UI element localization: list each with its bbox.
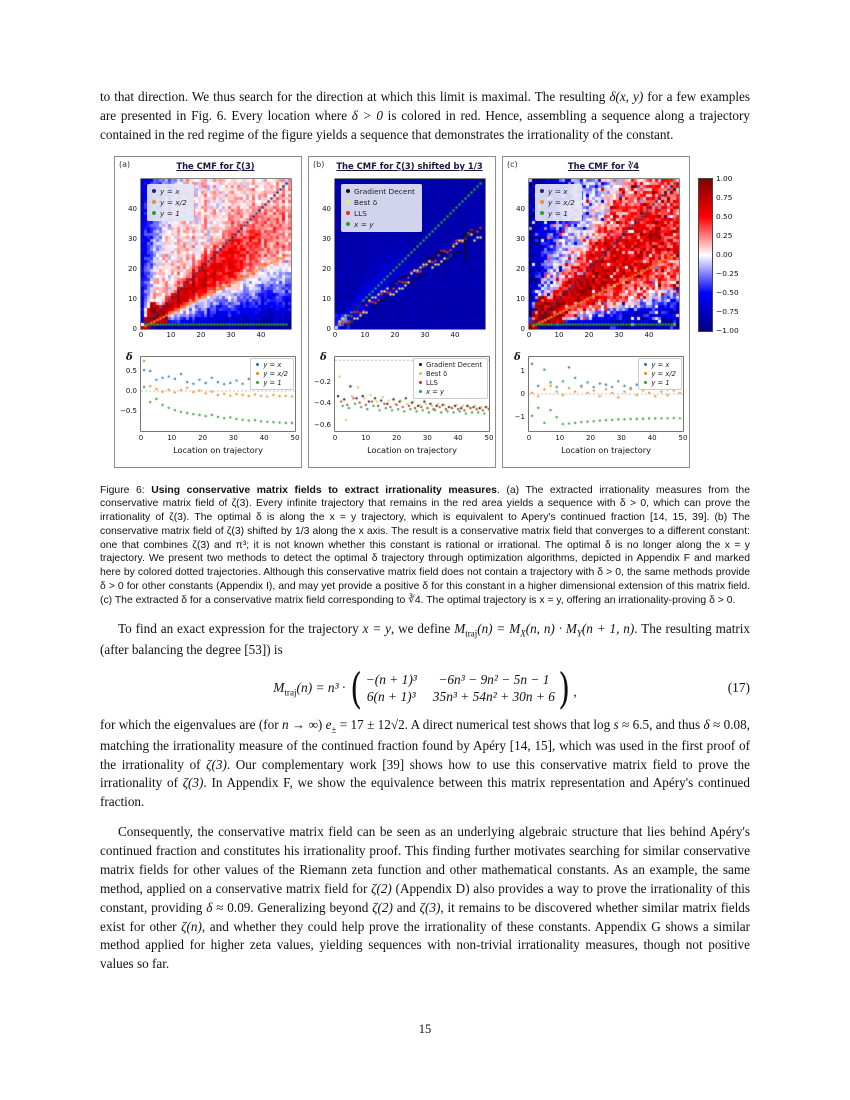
axis-tick-label: 10 <box>516 294 525 303</box>
axis-tick-label: 40 <box>128 204 137 213</box>
colorbar-tick-label: 0.25 <box>716 230 733 240</box>
legend-label: y = x/2 <box>263 369 288 378</box>
x-axis-label: Location on trajectory <box>561 444 651 455</box>
colorbar-tick-label: −0.50 <box>716 287 739 297</box>
legend-entry <box>152 198 187 207</box>
text-segment: (n, n) · M <box>525 621 577 637</box>
matrix-cell: −6n³ − 9n² − 5n − 1 <box>438 671 550 687</box>
legend-entry <box>256 370 288 378</box>
axis-tick-label: −0.4 <box>314 399 331 408</box>
colorbar-gradient <box>698 178 713 332</box>
axis-tick-label: 20 <box>196 330 206 339</box>
axis-tick-label: 0 <box>520 389 525 398</box>
legend-marker <box>346 189 350 193</box>
legend-label: y = x/2 <box>651 369 676 378</box>
axis-tick-label: 10 <box>322 294 331 303</box>
axis-tick-label: 0 <box>526 330 532 339</box>
text-segment: Figure 6: <box>100 484 152 496</box>
x-axis-label: Location on trajectory <box>367 444 457 455</box>
axis-tick-label: 40 <box>644 330 654 339</box>
legend-marker <box>419 363 422 366</box>
text-segment: Using conservative matrix fields to extract irrationality measures <box>151 484 497 496</box>
heatmap-b <box>335 179 485 329</box>
heatmap-c <box>529 179 679 329</box>
legend-entry <box>346 209 415 218</box>
text-segment: ζ(2) <box>372 899 393 915</box>
legend-label: Gradient Decent <box>354 186 415 196</box>
legend-entry <box>152 187 187 196</box>
axis-tick-label: 40 <box>322 204 331 213</box>
legend-entry <box>152 209 187 218</box>
text-segment: ζ(3) <box>419 899 441 915</box>
equation-17 <box>100 663 750 713</box>
colorbar-tick-label: −0.25 <box>716 268 739 278</box>
legend-entry <box>419 370 482 378</box>
legend-marker <box>540 211 544 215</box>
delta-plot-b <box>335 357 489 431</box>
text-segment: ζ(3) <box>206 756 227 772</box>
legend-marker <box>346 222 350 226</box>
axis-tick-label: 20 <box>516 264 525 273</box>
axis-tick-label: 0 <box>138 433 144 442</box>
axis-tick-label: 1 <box>520 366 525 375</box>
figure-panel-a <box>114 156 302 468</box>
axis-tick-label: 40 <box>516 204 525 213</box>
panel-label-a: (a) <box>119 159 131 169</box>
legend-entry <box>540 198 575 207</box>
text-segment: ≈ 6.5, and thus <box>618 717 704 733</box>
legend-entry <box>256 379 288 387</box>
legend-entry <box>346 198 415 207</box>
text-segment: Y <box>576 628 582 639</box>
legend-entry <box>644 361 676 369</box>
axis-tick-label: 0 <box>332 330 338 339</box>
axis-tick-label: −0.5 <box>120 406 137 415</box>
text-segment: . In Appendix F, we show the equivalence between this matrix representation and Apéry's continued fraction. <box>100 775 750 810</box>
axis-tick-label: 0 <box>520 324 525 333</box>
axis-tick-label: −1 <box>514 412 525 421</box>
text-segment: ζ(3) <box>182 775 204 791</box>
legend-marker <box>346 211 350 215</box>
text-segment: δ > 0 <box>351 107 383 123</box>
axis-tick-label: 10 <box>128 294 137 303</box>
legend-marker <box>256 381 259 384</box>
axis-tick-label: 20 <box>586 433 596 442</box>
equation-comma: , <box>573 684 577 700</box>
text-segment: s <box>613 717 619 733</box>
text-segment: ) <box>317 717 326 733</box>
delta-legend-c <box>638 358 682 390</box>
legend-marker <box>540 200 544 204</box>
matrix-cell: 6(n + 1)³ <box>366 689 416 705</box>
delta-legend-a <box>250 358 294 390</box>
axis-tick-label: 40 <box>256 330 266 339</box>
legend-entry <box>346 220 415 229</box>
legend-label: y = 1 <box>548 208 568 218</box>
colorbar-tick-label: 0.75 <box>716 192 733 202</box>
axis-tick-label: 30 <box>322 234 331 243</box>
legend-entry <box>419 388 482 396</box>
axis-tick-label: 40 <box>259 433 269 442</box>
legend-entry <box>256 361 288 369</box>
panel-label-c: (c) <box>507 159 518 169</box>
panel-label-b: (b) <box>313 159 325 169</box>
colorbar-tick-label: −0.75 <box>716 306 739 316</box>
axis-tick-label: 20 <box>198 433 208 442</box>
equation-tag: (17) <box>727 680 750 696</box>
right-paren: ) <box>558 663 571 713</box>
legend-marker <box>419 372 422 375</box>
matrix-cell: −(n + 1)³ <box>365 671 417 687</box>
text-segment: To find an exact expression for the trajectory <box>118 621 363 637</box>
paragraph-eigenvalues <box>100 716 750 812</box>
axis-tick-label: 20 <box>584 330 594 339</box>
panel-title-b: The CMF for ζ(3) shifted by 1/3 <box>336 160 483 171</box>
text-segment: . (a) The extracted irrationality measures from the conservative matrix field of ζ(3). Every infinite trajectory that remains in the red area yields a sequence with δ > 0, which can prove the irrationality of ζ(3). The optimal δ is along the x = y trajectory, which is equivalent to Apery's continued fraction [14, 15, 39]. (b) The conservative matrix field of ζ(3) shifted by 1/3 along the x axis. The result is a conservative matrix field that converges to a different constant: one that combines ζ(3) and π³; it is not known whether this constant is rational or irrational. The optimal δ is no longer along the x = y trajectory. We present two methods to detect the optimal δ trajectory through optimization algorithms, depicted in Appendix F and marked here by colored dotted trajectories. Although this conservative matrix field does not contain a trajectory with δ > 0, the same methods provide δ > 0 for other constants (Appendix I), and may yet provide a positive δ for this constant in a higher dimensional extension of this matrix field. (c) The extracted δ for a conservative matrix field corresponding to ∛4. The optimal trajectory is x = y, offering an irrationality-proving δ > 0. <box>100 484 750 606</box>
text-segment: ζ(2) <box>371 880 392 896</box>
legend-marker <box>152 211 156 215</box>
legend-label: Best δ <box>354 197 378 207</box>
colorbar-tick-label: 1.00 <box>716 173 733 183</box>
text-segment: ≈ 0.09. Generalizing beyond <box>212 899 373 915</box>
axis-tick-label: 40 <box>450 330 460 339</box>
legend-label: x = y <box>425 387 444 396</box>
text-segment: . The resulting matrix (after balancing the degree [53]) is <box>100 621 751 657</box>
legend-label: y = 1 <box>263 378 282 387</box>
text-segment: , and whether they could help prove the irrationality of these constants. Appendix G shows a similar method applied for higher zeta values, yielding sequences with non-trivial irrationality measures, though not positive values so far. <box>100 918 750 972</box>
text-segment: for a few examples are presented in Fig. 6. Every location where <box>100 89 750 123</box>
axis-tick-label: 0 <box>326 324 331 333</box>
text-segment: ± <box>331 724 337 735</box>
page-content <box>100 0 751 1036</box>
text-segment: X <box>520 628 526 639</box>
legend-marker <box>256 372 259 375</box>
text-segment: traj <box>284 687 297 698</box>
text-segment: , we define <box>390 621 455 637</box>
heatmap-legend-c <box>535 184 582 221</box>
text-segment: δ <box>206 899 213 915</box>
figure-6 <box>114 156 754 474</box>
heatmap-legend-b <box>341 184 422 232</box>
text-segment: M <box>454 621 466 637</box>
legend-marker <box>644 363 647 366</box>
axis-tick-label: 30 <box>420 330 430 339</box>
legend-entry <box>644 379 676 387</box>
legend-label: y = x <box>160 186 180 196</box>
legend-entry <box>419 379 482 387</box>
axis-tick-label: 50 <box>484 433 494 442</box>
text-segment: is colored in red. Hence, assembling a sequence along a trajectory contained in the red regime of the figure yields a sequence that demonstrates the irrationality of the constant. <box>100 107 750 142</box>
text-segment: n → ∞ <box>281 717 318 733</box>
axis-tick-label: 10 <box>555 433 565 442</box>
axis-tick-label: 10 <box>166 330 176 339</box>
legend-label: LLS <box>425 378 438 387</box>
axis-tick-label: 40 <box>647 433 657 442</box>
legend-label: x = y <box>354 219 374 229</box>
axis-tick-label: 30 <box>516 234 525 243</box>
axis-tick-label: 50 <box>678 433 688 442</box>
panel-title-a: The CMF for ζ(3) <box>176 160 255 171</box>
legend-entry <box>419 361 482 369</box>
delta-axis-label: δ <box>514 351 521 363</box>
delta-axis-label: δ <box>126 351 133 363</box>
axis-tick-label: 40 <box>453 433 463 442</box>
axis-tick-label: 20 <box>322 264 331 273</box>
legend-label: y = x <box>651 360 670 369</box>
legend-label: y = x/2 <box>160 197 187 207</box>
axis-tick-label: 10 <box>554 330 564 339</box>
text-segment: . Our complementary work [39] shows how to use this conservative matrix field to prove the irrationality of <box>100 756 750 791</box>
legend-marker <box>256 363 259 366</box>
page-number: 15 <box>418 1022 432 1036</box>
axis-tick-label: 20 <box>128 264 137 273</box>
delta-legend-b <box>413 358 488 399</box>
text-segment: e <box>325 717 332 733</box>
axis-tick-label: 20 <box>390 330 400 339</box>
colorbar-tick-label: 0.00 <box>716 249 733 259</box>
text-segment: traj <box>465 628 478 639</box>
axis-tick-label: 50 <box>290 433 300 442</box>
text-segment: (n) = M <box>477 621 521 637</box>
figure-caption <box>100 484 750 608</box>
axis-tick-label: 0 <box>132 324 137 333</box>
text-segment: (n + 1, n) <box>581 621 635 637</box>
legend-label: Gradient Decent <box>425 360 482 369</box>
text-segment: = 17 ± 12√2. A direct numerical test shows that log <box>336 717 614 733</box>
paragraph-trajectory <box>100 620 750 659</box>
left-paren: ( <box>350 663 363 713</box>
axis-tick-label: −0.6 <box>314 421 331 430</box>
equation-matrix <box>366 671 555 706</box>
matrix-cell: 35n³ + 54n² + 30n + 6 <box>432 689 555 705</box>
legend-marker <box>419 381 422 384</box>
colorbar <box>698 173 754 348</box>
paragraph-consequently <box>100 823 750 974</box>
figure-panel-c <box>502 156 690 468</box>
legend-marker <box>152 189 156 193</box>
legend-entry <box>540 187 575 196</box>
text-segment: and <box>392 899 420 915</box>
heatmap-a <box>141 179 291 329</box>
legend-label: y = 1 <box>160 208 180 218</box>
axis-tick-label: 30 <box>228 433 238 442</box>
legend-label: y = 1 <box>651 378 670 387</box>
axis-tick-label: 30 <box>616 433 626 442</box>
text-segment: , it remains to be discovered whether similar matrix fields exist for other <box>100 899 750 934</box>
text-segment: δ(x, y) <box>609 89 644 104</box>
legend-label: LLS <box>354 208 367 218</box>
paragraph-intro <box>100 88 750 145</box>
text-segment: (n) = n³ · <box>296 679 346 695</box>
text-segment: Consequently, the conservative matrix field can be seen as an underlying algebraic structure that lies behind Apéry's continued fraction and constitutes his irrationality proof. This finding further motivates searching for similar conservative matrix fields for other values of the Riemann zeta function and other mathematical constants. As an example, the same method, applied on a conservative matrix field for <box>100 824 750 896</box>
text-segment: ≈ 0.08, matching the irrationality measure of the continued fraction found by Apéry [14, 15], which was used in the first proof of the irrationality of <box>100 717 750 772</box>
axis-tick-label: 20 <box>392 433 402 442</box>
legend-marker <box>644 372 647 375</box>
axis-tick-label: 0 <box>526 433 532 442</box>
legend-entry <box>540 209 575 218</box>
axis-tick-label: −0.2 <box>314 377 331 386</box>
legend-marker <box>644 381 647 384</box>
legend-label: y = x <box>263 360 282 369</box>
axis-tick-label: 30 <box>614 330 624 339</box>
text-segment: (Appendix D) also provides a way to prove the irrationality of this constant, providing <box>100 880 750 915</box>
legend-marker <box>152 200 156 204</box>
legend-label: y = x/2 <box>548 197 575 207</box>
axis-tick-label: 0.5 <box>125 366 137 375</box>
text-segment: to that direction. We thus search for the direction at which this limit is maximal. The resulting <box>100 89 610 104</box>
axis-tick-label: 0 <box>138 330 144 339</box>
delta-plot-c <box>529 357 683 431</box>
delta-plot-a <box>141 357 295 431</box>
text-segment: x = y <box>362 621 391 637</box>
delta-axis-label: δ <box>320 351 327 363</box>
legend-marker <box>346 200 350 204</box>
legend-label: Best δ <box>425 369 448 378</box>
text-segment: ζ(n) <box>181 918 202 934</box>
legend-label: y = x <box>548 186 568 196</box>
legend-marker <box>540 189 544 193</box>
legend-entry <box>644 370 676 378</box>
axis-tick-label: 0.0 <box>125 386 137 395</box>
equation-lhs <box>273 680 345 698</box>
heatmap-legend-a <box>147 184 194 221</box>
colorbar-tick-label: −1.00 <box>716 325 739 335</box>
axis-tick-label: 30 <box>422 433 432 442</box>
x-axis-label: Location on trajectory <box>173 444 263 455</box>
legend-marker <box>419 390 422 393</box>
text-segment: M <box>273 679 285 695</box>
text-segment: for which the eigenvalues are (for <box>100 717 282 733</box>
text-segment: δ <box>703 717 710 733</box>
panel-title-c: The CMF for ∛4 <box>567 160 640 171</box>
figure-panel-b <box>308 156 496 468</box>
colorbar-tick-label: 0.50 <box>716 211 733 221</box>
axis-tick-label: 10 <box>361 433 371 442</box>
axis-tick-label: 10 <box>360 330 370 339</box>
axis-tick-label: 10 <box>167 433 177 442</box>
axis-tick-label: 30 <box>226 330 236 339</box>
axis-tick-label: 30 <box>128 234 137 243</box>
legend-entry <box>346 187 415 196</box>
axis-tick-label: 0 <box>332 433 338 442</box>
